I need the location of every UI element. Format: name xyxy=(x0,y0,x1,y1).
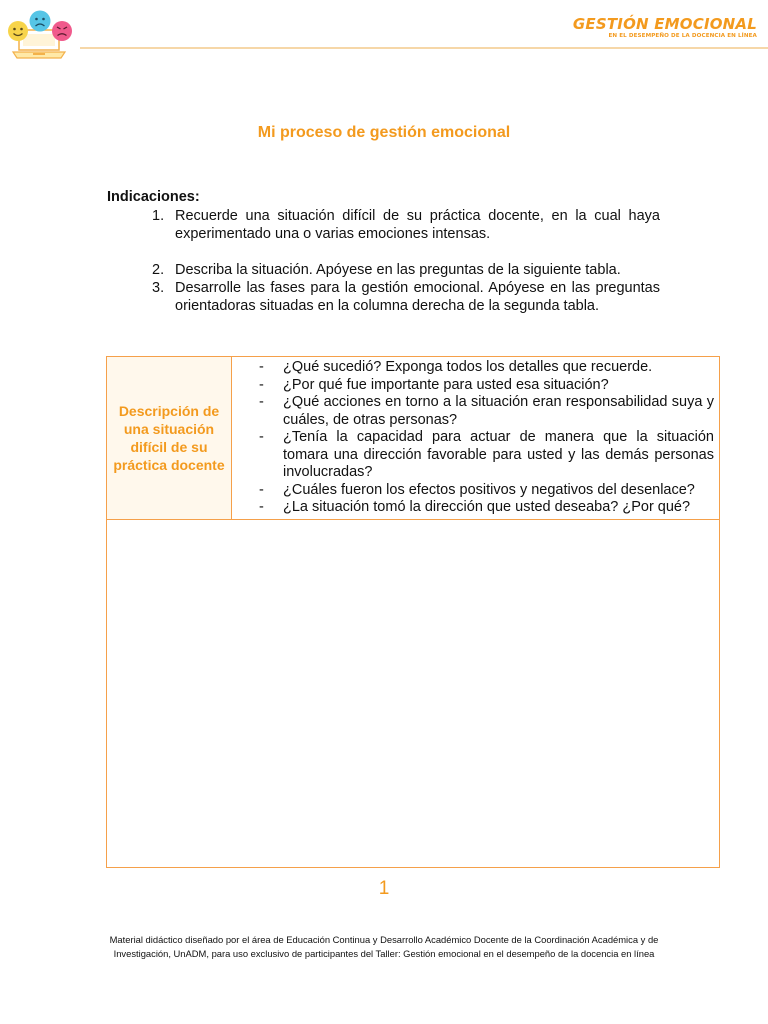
question-text: ¿Tenía la capacidad para actuar de manera que la situación tomara una dirección favorable para usted y las demás personas involucradas? xyxy=(283,429,714,480)
instructions-heading: Indicaciones: xyxy=(107,189,200,205)
guiding-questions xyxy=(242,359,714,517)
bullet: - xyxy=(259,429,264,445)
list-item xyxy=(148,279,660,315)
list-item xyxy=(242,359,714,377)
sad-face-icon xyxy=(30,11,51,32)
list-item xyxy=(148,261,660,279)
list-item xyxy=(242,377,714,395)
item-number: 1. xyxy=(152,208,165,224)
item-text: Desarrolle las fases para la gestión emocional. Apóyese en las preguntas orientadoras situadas en la columna derecha de la segunda tabla. xyxy=(175,280,660,314)
bullet: - xyxy=(259,376,264,393)
bullet: - xyxy=(259,481,264,498)
list-item xyxy=(242,429,714,482)
page-number: 1 xyxy=(378,878,390,899)
question-text: ¿Por qué fue importante para usted esa situación? xyxy=(283,376,609,393)
list-item xyxy=(242,499,714,517)
bullet: - xyxy=(259,394,264,410)
brand-title: GESTIÓN EMOCIONAL xyxy=(572,15,757,33)
row-label: Descripción de una situación difícil de su práctica docente xyxy=(113,403,225,473)
brand-block xyxy=(573,16,757,40)
brand-subtitle: EN EL DESEMPEÑO DE LA DOCENCIA EN LÍNEA xyxy=(608,33,757,39)
bullet: - xyxy=(259,499,264,515)
question-text: ¿Qué acciones en torno a la situación eran responsabilidad suya y cuáles, de otras personas? xyxy=(283,394,714,428)
item-number: 3. xyxy=(152,280,165,296)
footer-text: Material didáctico diseñado por el área de Educación Continua y Desarrollo Académico Docente de la Coordinación Académica y de Investigación, UnADM, para uso exclusivo de participantes del Taller: Gestión emocional en el desempeño de la docencia en línea xyxy=(109,934,659,959)
angry-face-icon xyxy=(52,21,72,41)
item-number: 2. xyxy=(152,262,165,278)
answer-area[interactable] xyxy=(107,520,719,867)
question-text: ¿Qué sucedió? Exponga todos los detalles que recuerde. xyxy=(283,359,653,375)
logo xyxy=(5,8,77,62)
instructions-list xyxy=(148,207,660,315)
list-item xyxy=(242,394,714,429)
page-title: Mi proceso de gestión emocional xyxy=(257,124,511,141)
situation-table xyxy=(106,356,720,868)
item-text: Describa la situación. Apóyese en las preguntas de la siguiente tabla. xyxy=(175,262,621,278)
question-text: ¿La situación tomó la dirección que usted deseaba? ¿Por qué? xyxy=(283,499,691,515)
bullet: - xyxy=(259,359,264,375)
table-row xyxy=(107,357,719,520)
list-item xyxy=(148,207,660,243)
row-label-cell xyxy=(107,357,232,519)
question-text: ¿Cuáles fueron los efectos positivos y negativos del desenlace? xyxy=(283,481,695,498)
item-text: Recuerde una situación difícil de su práctica docente, en la cual haya experimentado una o varias emociones intensas. xyxy=(175,208,660,242)
happy-face-icon xyxy=(8,21,28,41)
list-item xyxy=(242,482,714,500)
header-divider xyxy=(80,47,768,49)
